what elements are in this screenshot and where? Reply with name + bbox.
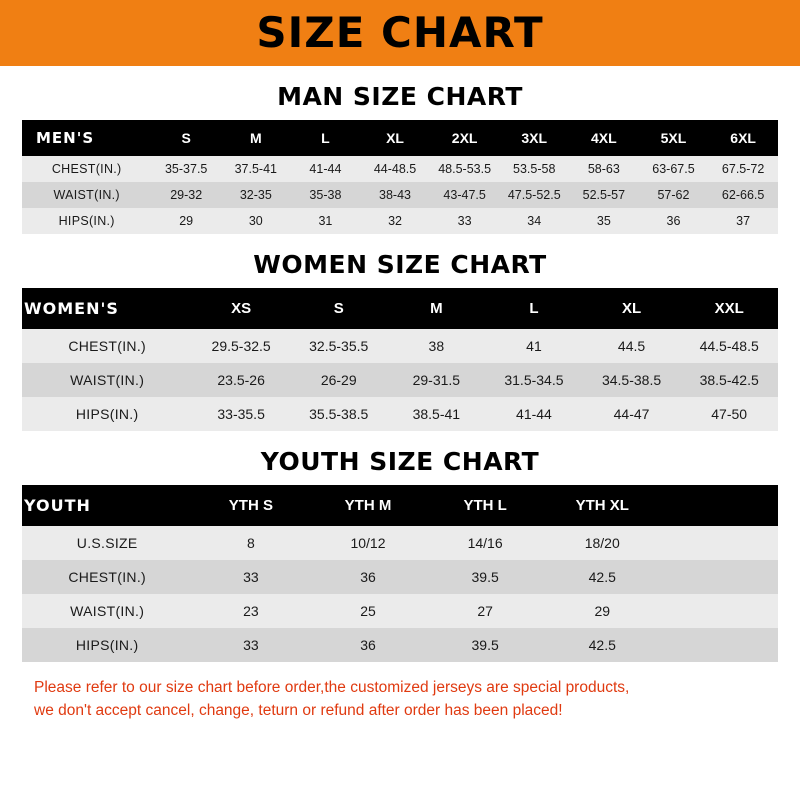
- cell: 35.5-38.5: [290, 397, 388, 431]
- youth-table-header: [22, 485, 778, 526]
- women-table-header: [22, 288, 778, 329]
- youth-size-table: [22, 485, 778, 662]
- cell: 52.5-57: [569, 182, 639, 208]
- table-header-row: [22, 288, 778, 329]
- row-label-waist: WAIST(IN.): [22, 594, 192, 628]
- man-table-body: [22, 156, 778, 234]
- row-label-hips: HIPS(IN.): [22, 208, 151, 234]
- table-row: [22, 329, 778, 363]
- cell: [661, 628, 778, 662]
- cell: 35: [569, 208, 639, 234]
- table-row: [22, 182, 778, 208]
- youth-table-body: [22, 526, 778, 662]
- cell: 42.5: [544, 560, 661, 594]
- cell: 32: [360, 208, 430, 234]
- cell: 35-37.5: [151, 156, 221, 182]
- man-size-table: [22, 120, 778, 234]
- cell: 29.5-32.5: [192, 329, 290, 363]
- table-row: [22, 156, 778, 182]
- cell: 36: [639, 208, 709, 234]
- row-label-chest: CHEST(IN.): [22, 156, 151, 182]
- notice-line-2: we don't accept cancel, change, teturn or refund after order has been placed!: [34, 702, 563, 720]
- cell: 44.5-48.5: [680, 329, 778, 363]
- row-label-waist: WAIST(IN.): [22, 182, 151, 208]
- col-header-s: S: [151, 120, 221, 156]
- cell: 29: [544, 594, 661, 628]
- col-header-youth: YOUTH: [22, 485, 192, 526]
- page-title: SIZE CHART: [256, 8, 544, 57]
- row-label-chest: CHEST(IN.): [22, 560, 192, 594]
- cell: 41-44: [485, 397, 583, 431]
- col-header-yth-l: YTH L: [427, 485, 544, 526]
- table-row: [22, 526, 778, 560]
- cell: 34: [499, 208, 569, 234]
- cell: 10/12: [309, 526, 426, 560]
- col-header-xl: XL: [583, 288, 681, 329]
- col-header-4xl: 4XL: [569, 120, 639, 156]
- cell: 53.5-58: [499, 156, 569, 182]
- cell: 47-50: [680, 397, 778, 431]
- table-row: [22, 363, 778, 397]
- cell: 67.5-72: [708, 156, 778, 182]
- youth-section-title: YOUTH SIZE CHART: [260, 447, 540, 476]
- col-header-m: M: [388, 288, 486, 329]
- col-header-m: M: [221, 120, 291, 156]
- cell: 62-66.5: [708, 182, 778, 208]
- order-notice: [34, 676, 766, 723]
- cell: 43-47.5: [430, 182, 500, 208]
- cell: 33: [192, 628, 309, 662]
- col-header-6xl: 6XL: [708, 120, 778, 156]
- cell: 41-44: [291, 156, 361, 182]
- women-section-title: WOMEN SIZE CHART: [253, 250, 547, 279]
- women-size-table: [22, 288, 778, 431]
- cell: 57-62: [639, 182, 709, 208]
- cell: 37.5-41: [221, 156, 291, 182]
- col-header-xl: XL: [360, 120, 430, 156]
- cell: 26-29: [290, 363, 388, 397]
- cell: 44.5: [583, 329, 681, 363]
- cell: 27: [427, 594, 544, 628]
- cell: 41: [485, 329, 583, 363]
- cell: 23.5-26: [192, 363, 290, 397]
- cell: 18/20: [544, 526, 661, 560]
- table-header-row: [22, 120, 778, 156]
- cell: 44-47: [583, 397, 681, 431]
- cell: 23: [192, 594, 309, 628]
- col-header-yth-xl: YTH XL: [544, 485, 661, 526]
- cell: 33: [192, 560, 309, 594]
- man-section-title: MAN SIZE CHART: [277, 82, 523, 111]
- cell: 32.5-35.5: [290, 329, 388, 363]
- cell: 38: [388, 329, 486, 363]
- table-row: [22, 594, 778, 628]
- col-header-yth-s: YTH S: [192, 485, 309, 526]
- cell: 37: [708, 208, 778, 234]
- cell: 44-48.5: [360, 156, 430, 182]
- col-header-womens: WOMEN'S: [22, 288, 192, 329]
- table-row: [22, 628, 778, 662]
- cell: 29-31.5: [388, 363, 486, 397]
- cell: 25: [309, 594, 426, 628]
- cell: 47.5-52.5: [499, 182, 569, 208]
- chart-content: [0, 82, 800, 723]
- cell: 36: [309, 560, 426, 594]
- col-header-3xl: 3XL: [499, 120, 569, 156]
- row-label-us-size: U.S.SIZE: [22, 526, 192, 560]
- cell: 39.5: [427, 560, 544, 594]
- table-row: [22, 397, 778, 431]
- cell: 8: [192, 526, 309, 560]
- col-header-spacer: [661, 485, 778, 526]
- table-row: [22, 208, 778, 234]
- cell: [661, 594, 778, 628]
- cell: [661, 526, 778, 560]
- cell: 63-67.5: [639, 156, 709, 182]
- women-table-body: [22, 329, 778, 431]
- col-header-mens: MEN'S: [22, 120, 151, 156]
- row-label-waist: WAIST(IN.): [22, 363, 192, 397]
- row-label-hips: HIPS(IN.): [22, 628, 192, 662]
- cell: 48.5-53.5: [430, 156, 500, 182]
- cell: 38-43: [360, 182, 430, 208]
- cell: 30: [221, 208, 291, 234]
- cell: 31: [291, 208, 361, 234]
- cell: [661, 560, 778, 594]
- col-header-2xl: 2XL: [430, 120, 500, 156]
- cell: 35-38: [291, 182, 361, 208]
- col-header-l: L: [485, 288, 583, 329]
- cell: 14/16: [427, 526, 544, 560]
- cell: 42.5: [544, 628, 661, 662]
- cell: 38.5-42.5: [680, 363, 778, 397]
- header-banner: [0, 0, 800, 66]
- table-header-row: [22, 485, 778, 526]
- col-header-xs: XS: [192, 288, 290, 329]
- col-header-s: S: [290, 288, 388, 329]
- row-label-chest: CHEST(IN.): [22, 329, 192, 363]
- cell: 33: [430, 208, 500, 234]
- col-header-yth-m: YTH M: [309, 485, 426, 526]
- man-table-header: [22, 120, 778, 156]
- cell: 29-32: [151, 182, 221, 208]
- cell: 31.5-34.5: [485, 363, 583, 397]
- cell: 39.5: [427, 628, 544, 662]
- cell: 32-35: [221, 182, 291, 208]
- notice-line-1: Please refer to our size chart before order,the customized jerseys are special products,: [34, 679, 630, 696]
- cell: 58-63: [569, 156, 639, 182]
- col-header-xxl: XXL: [680, 288, 778, 329]
- cell: 38.5-41: [388, 397, 486, 431]
- col-header-5xl: 5XL: [639, 120, 709, 156]
- cell: 29: [151, 208, 221, 234]
- cell: 34.5-38.5: [583, 363, 681, 397]
- table-row: [22, 560, 778, 594]
- cell: 33-35.5: [192, 397, 290, 431]
- col-header-l: L: [291, 120, 361, 156]
- cell: 36: [309, 628, 426, 662]
- row-label-hips: HIPS(IN.): [22, 397, 192, 431]
